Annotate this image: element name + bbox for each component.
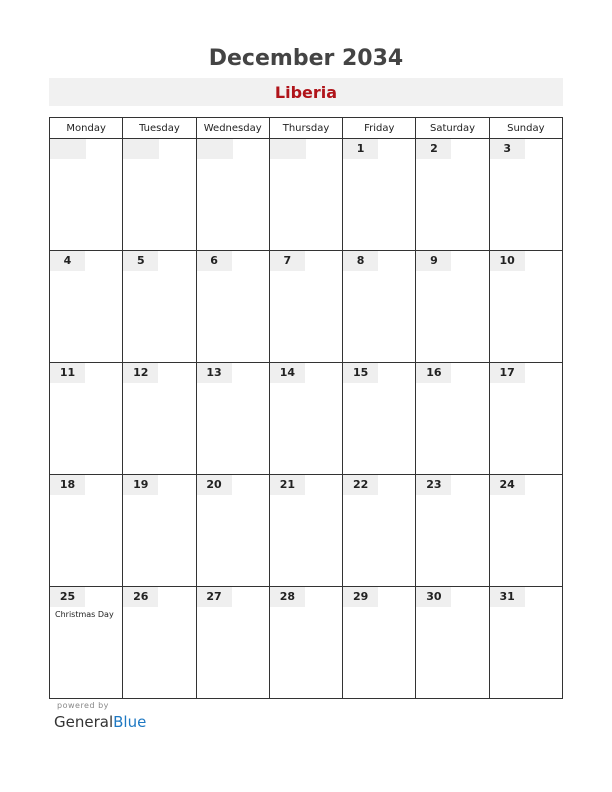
day-cell xyxy=(50,363,123,475)
calendar-grid xyxy=(49,117,563,699)
generalblue-logo[interactable] xyxy=(54,713,146,731)
day-cell xyxy=(50,251,123,363)
day-number: 2 xyxy=(416,139,451,159)
day-cell xyxy=(196,251,269,363)
day-cell xyxy=(416,251,489,363)
day-number: 20 xyxy=(197,475,232,495)
weekday-saturday: Saturday xyxy=(416,118,489,139)
day-number: 31 xyxy=(490,587,525,607)
day-cell xyxy=(196,363,269,475)
day-cell xyxy=(269,475,342,587)
day-number: 1 xyxy=(343,139,378,159)
weekday-wednesday: Wednesday xyxy=(196,118,269,139)
weekday-friday: Friday xyxy=(343,118,416,139)
weekday-tuesday: Tuesday xyxy=(123,118,196,139)
day-cell-empty xyxy=(123,139,196,251)
week-row-4 xyxy=(50,475,563,587)
week-row-5 xyxy=(50,587,563,699)
day-number: 4 xyxy=(50,251,85,271)
day-cell xyxy=(489,363,562,475)
day-number: 11 xyxy=(50,363,85,383)
day-cell xyxy=(343,139,416,251)
day-cell xyxy=(123,475,196,587)
day-cell xyxy=(196,475,269,587)
day-cell xyxy=(50,587,123,699)
country-banner xyxy=(49,78,563,106)
day-number: 29 xyxy=(343,587,378,607)
day-cell xyxy=(269,363,342,475)
day-cell xyxy=(416,139,489,251)
day-cell xyxy=(489,587,562,699)
day-cell xyxy=(416,363,489,475)
day-number: 12 xyxy=(123,363,158,383)
day-number: 24 xyxy=(490,475,525,495)
day-number: 5 xyxy=(123,251,158,271)
weekday-thursday: Thursday xyxy=(269,118,342,139)
day-number: 21 xyxy=(270,475,305,495)
powered-by-text: powered by xyxy=(57,701,109,710)
day-cell xyxy=(123,587,196,699)
day-cell-empty xyxy=(269,139,342,251)
day-cell xyxy=(343,363,416,475)
day-number: 6 xyxy=(197,251,232,271)
day-number: 14 xyxy=(270,363,305,383)
day-cell xyxy=(343,475,416,587)
day-number: 10 xyxy=(490,251,525,271)
day-cell xyxy=(416,587,489,699)
day-cell xyxy=(123,251,196,363)
day-cell xyxy=(489,139,562,251)
brand-blue: Blue xyxy=(113,713,147,731)
day-cell xyxy=(196,587,269,699)
day-cell xyxy=(489,475,562,587)
holiday-label: Christmas Day xyxy=(55,610,114,619)
day-number: 23 xyxy=(416,475,451,495)
week-row-1 xyxy=(50,139,563,251)
day-cell-empty xyxy=(196,139,269,251)
week-row-2 xyxy=(50,251,563,363)
day-number: 9 xyxy=(416,251,451,271)
day-number: 26 xyxy=(123,587,158,607)
day-number-empty xyxy=(123,139,159,159)
day-number: 30 xyxy=(416,587,451,607)
day-number: 28 xyxy=(270,587,305,607)
day-number: 22 xyxy=(343,475,378,495)
day-cell xyxy=(269,251,342,363)
day-number: 7 xyxy=(270,251,305,271)
brand-general: General xyxy=(54,713,114,731)
day-number: 15 xyxy=(343,363,378,383)
day-cell xyxy=(50,475,123,587)
day-number: 8 xyxy=(343,251,378,271)
weekday-monday: Monday xyxy=(50,118,123,139)
day-number: 27 xyxy=(197,587,232,607)
day-number: 25 xyxy=(50,587,85,607)
day-cell xyxy=(343,251,416,363)
week-row-3 xyxy=(50,363,563,475)
weekday-sunday: Sunday xyxy=(489,118,562,139)
day-number: 19 xyxy=(123,475,158,495)
day-cell xyxy=(416,475,489,587)
weekday-header-row xyxy=(50,118,563,139)
day-number-empty xyxy=(50,139,86,159)
country-name: Liberia xyxy=(274,83,338,102)
day-number: 17 xyxy=(490,363,525,383)
day-number-empty xyxy=(197,139,233,159)
day-number: 3 xyxy=(490,139,525,159)
day-number: 16 xyxy=(416,363,451,383)
page-title: December 2034 xyxy=(208,46,404,71)
day-number: 18 xyxy=(50,475,85,495)
day-cell-empty xyxy=(50,139,123,251)
day-number: 13 xyxy=(197,363,232,383)
day-cell xyxy=(123,363,196,475)
day-cell xyxy=(269,587,342,699)
day-number-empty xyxy=(270,139,306,159)
day-cell xyxy=(343,587,416,699)
day-cell xyxy=(489,251,562,363)
